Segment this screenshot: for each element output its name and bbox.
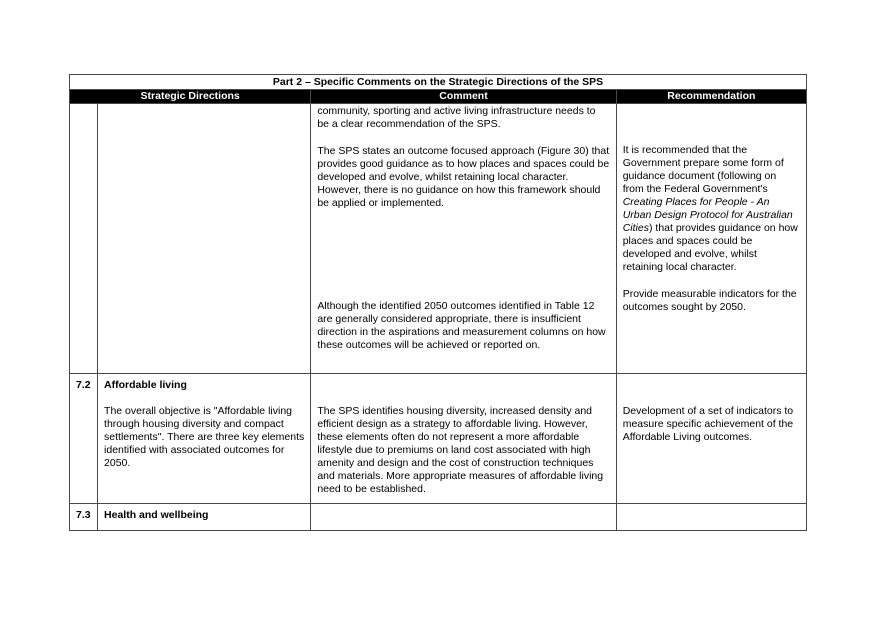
direction-cell <box>98 104 311 374</box>
comment-text: community, sporting and active living infrastructure needs to be a clear recommendation of the SPS. <box>317 105 596 130</box>
recommendation-cell <box>616 104 806 374</box>
section-heading: Health and wellbeing <box>104 509 209 521</box>
table-row <box>70 504 807 531</box>
recommendation-text: Development of a set of indicators to measure specific achievement of the Affordable Living outcomes. <box>622 405 794 443</box>
recommendation-cell <box>616 374 806 504</box>
section-number: 7.2 <box>70 374 98 504</box>
comment-text: The SPS identifies housing diversity, increased density and efficient design as a strategy to affordable living. However, these elements often do not represent a more affordable lifestyle due to premiums on land cost associated with high amenity and design and the cost of construction techniques and materials. More appropriate measures of affordable living need to be established. <box>317 405 604 495</box>
comment-text: The SPS states an outcome focused approach (Figure 30) that provides good guidance as to how places and spaces could be developed and evolve, whilst retaining local character. However, there is no guidance on how this framework should be applied or implemented. <box>317 145 610 209</box>
recommendation-text-part: ) that provides guidance on how places and spaces could be developed and evolve, whilst retaining local character. <box>622 222 798 273</box>
table-row <box>70 374 807 504</box>
recommendation-cell <box>616 504 806 531</box>
table-title: Part 2 – Specific Comments on the Strategic Directions of the SPS <box>70 75 807 90</box>
section-number: 7.3 <box>70 504 98 531</box>
header-recommendation: Recommendation <box>616 90 806 104</box>
comment-cell <box>311 374 616 504</box>
header-strategic-directions: Strategic Directions <box>70 90 311 104</box>
number-cell <box>70 104 98 374</box>
section-heading: Affordable living <box>104 379 187 391</box>
recommendation-text <box>623 144 800 274</box>
strategic-directions-table <box>69 74 807 531</box>
comment-text: Although the identified 2050 outcomes identified in Table 12 are generally considered appropriate, there is insufficient direction in the aspirations and measurement columns on how these outcomes will be achieved or reported on. <box>317 300 606 351</box>
table-header-row <box>70 90 807 104</box>
recommendation-text: Provide measurable indicators for the outcomes sought by 2050. <box>622 288 797 313</box>
table-row <box>70 104 807 374</box>
header-comment: Comment <box>311 90 616 104</box>
direction-cell <box>98 374 311 504</box>
recommendation-text-part: It is recommended that the Government prepare some form of guidance document (following on from the Federal Government's <box>622 144 784 195</box>
comment-cell <box>311 504 616 531</box>
comment-cell <box>311 104 616 374</box>
direction-cell <box>98 504 311 531</box>
protocol-title: Creating Places for People - An Urban Design Protocol for Australian Cities <box>622 196 793 234</box>
direction-text: The overall objective is "Affordable living through housing diversity and compact settlements". There are three key elements identified with associated outcomes for 2050. <box>104 405 305 469</box>
